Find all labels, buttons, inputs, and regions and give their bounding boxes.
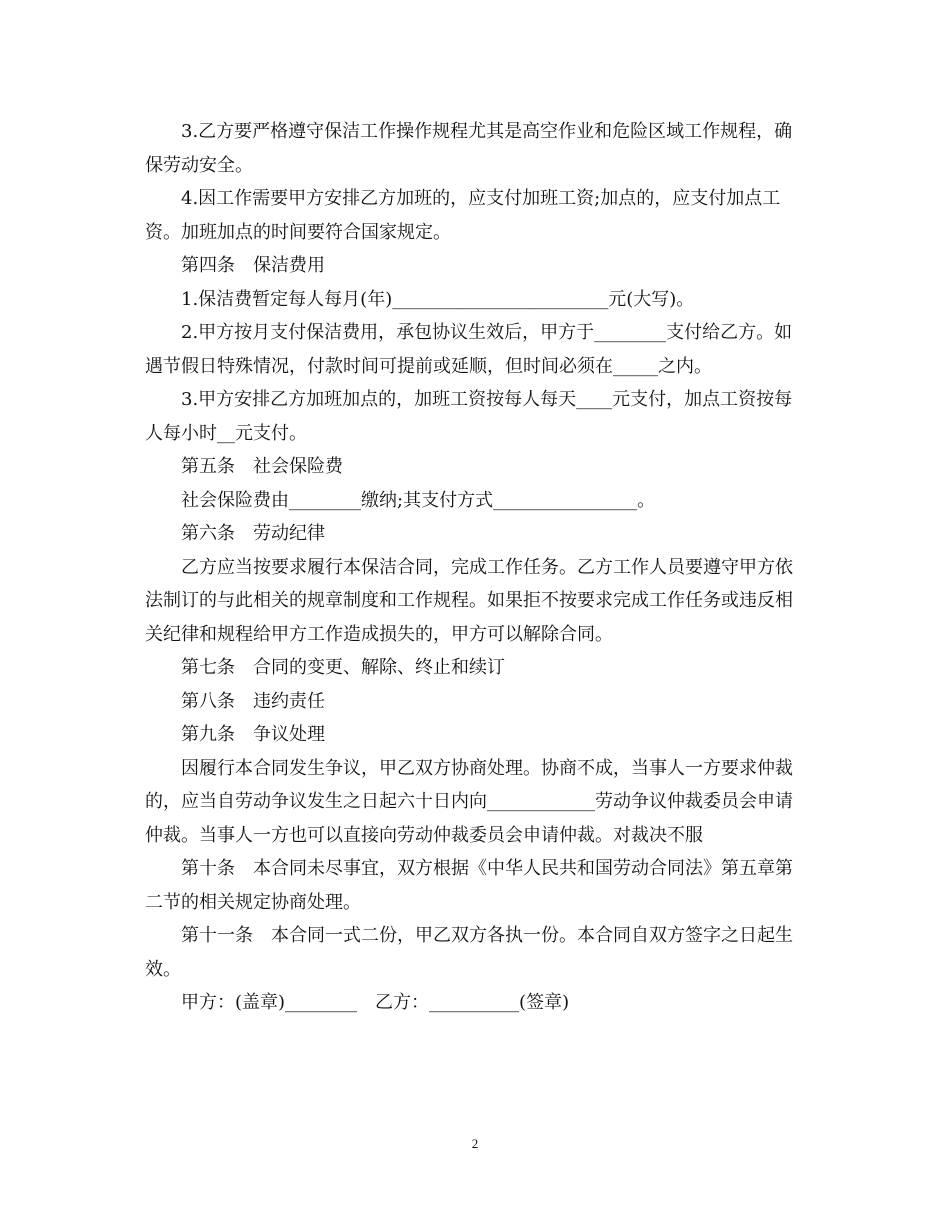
document-body [145,115,810,1020]
labor-discipline-text: 乙方应当按要求履行本保洁合同，完成工作任务。乙方工作人员要遵守甲方依法制订的与此相关的规章制度和工作规程。如果拒不按要求完成工作任务或违反相关纪律和规程给甲方工作造成损失的，甲方可以解除合同。 [145,556,793,645]
article-4-heading: 第四条 保洁费用 [181,255,325,276]
article-9-heading: 第九条 争议处理 [181,724,325,745]
dispute-resolution-text: 因履行本合同发生争议，甲乙双方协商处理。协商不成，当事人一方要求仲裁的，应当自劳动争议发生之日起六十日内向____________劳动争议仲裁委员会申请仲裁。当事人一方也可以直接向劳动仲裁委员会申请仲裁。对裁决不服 [145,757,793,846]
article-5-heading: 第五条 社会保险费 [181,456,343,477]
fee-item-3: 3.甲方安排乙方加班加点的，加班工资按每人每天____元支付，加点工资按每人每小时__元支付。 [145,389,793,444]
article-6-heading: 第六条 劳动纪律 [181,523,325,544]
page-number: 2 [471,1136,479,1151]
signature-line: 甲方：(盖章)________ 乙方：__________(签章) [181,992,570,1013]
article-7-heading: 第七条 合同的变更、解除、终止和续订 [181,657,505,678]
fee-item-1: 1.保洁费暂定每人每月(年)________________________元(大写)。 [181,288,695,310]
social-insurance-text: 社会保险费由________缴纳;其支付方式________________。 [181,489,656,511]
fee-item-2: 2.甲方按月支付保洁费用，承包协议生效后，甲方于________支付给乙方。如遇节假日特殊情况，付款时间可提前或延顺，但时间必须在_____之内。 [145,322,793,377]
article-8-heading: 第八条 违约责任 [181,690,325,712]
clause-3-safety: 3.乙方要严格遵守保洁工作操作规程尤其是高空作业和危险区域工作规程，确保劳动安全。 [145,121,793,176]
article-10-text: 第十条 本合同未尽事宜，双方根据《中华人民共和国劳动合同法》第五章第二节的相关规定协商处理。 [145,858,793,913]
article-11-text: 第十一条 本合同一式二份，甲乙双方各执一份。本合同自双方签字之日起生效。 [145,925,793,980]
clause-4-overtime: 4.因工作需要甲方安排乙方加班的，应支付加班工资;加点的，应支付加点工资。加班加点的时间要符合国家规定。 [145,188,781,243]
